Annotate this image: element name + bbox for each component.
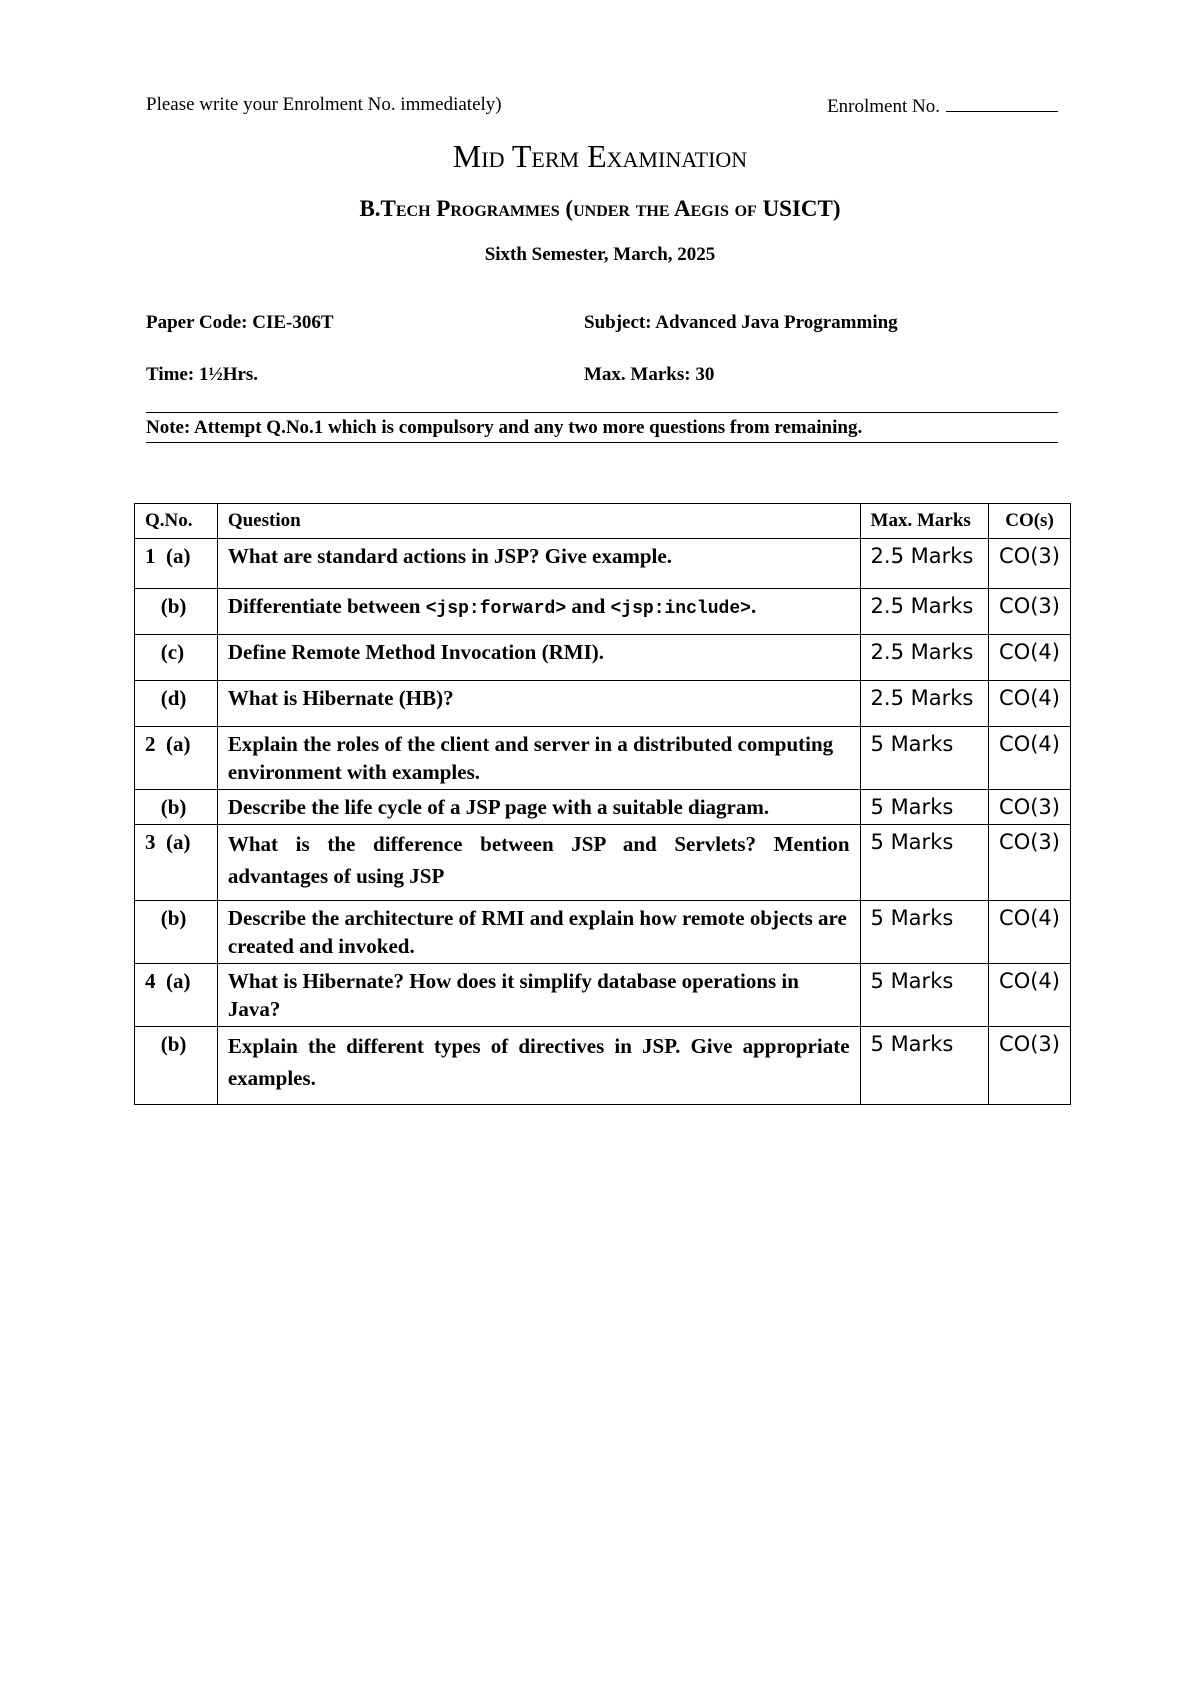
- table-row: [135, 681, 1071, 727]
- question-table: [134, 503, 1071, 1105]
- question-text: Explain the roles of the client and server in a distributed computing environment with examples.: [217, 727, 860, 790]
- header-qno: Q.No.: [135, 504, 218, 539]
- question-co: CO(3): [989, 790, 1071, 825]
- header-question: Question: [217, 504, 860, 539]
- question-marks: 2.5 Marks: [860, 539, 989, 589]
- table-header-row: [135, 504, 1071, 539]
- question-number: 2 (a): [135, 727, 218, 790]
- question-text: What is Hibernate? How does it simplify database operations in Java?: [217, 964, 860, 1027]
- question-co: CO(3): [989, 539, 1071, 589]
- question-co: CO(4): [989, 727, 1071, 790]
- divider-bottom: [146, 442, 1058, 443]
- question-number: (c): [135, 635, 218, 681]
- question-co: CO(4): [989, 901, 1071, 964]
- question-number: (b): [135, 901, 218, 964]
- exam-title: Mid Term Examination: [452, 138, 748, 174]
- question-number: 1 (a): [135, 539, 218, 589]
- header-cos: CO(s): [989, 504, 1071, 539]
- table-row: [135, 964, 1071, 1027]
- question-text: [217, 589, 860, 635]
- question-marks: 5 Marks: [860, 790, 989, 825]
- subject: Subject: Advanced Java Programming: [584, 312, 898, 333]
- table-row: [135, 1027, 1071, 1105]
- program-title: B.Tech Programmes (under the Aegis of USICT): [359, 196, 841, 221]
- question-text: Define Remote Method Invocation (RMI).: [217, 635, 860, 681]
- enrolment-label: Enrolment No.: [827, 96, 940, 117]
- question-number: (b): [135, 790, 218, 825]
- enrolment-field: [827, 94, 1058, 118]
- question-marks: 2.5 Marks: [860, 681, 989, 727]
- question-co: CO(4): [989, 681, 1071, 727]
- question-text-part: and: [566, 594, 611, 618]
- question-number: 4 (a): [135, 964, 218, 1027]
- question-marks: 2.5 Marks: [860, 589, 989, 635]
- question-marks: 5 Marks: [860, 1027, 989, 1105]
- jsp-include-code: <jsp:include>: [610, 599, 751, 619]
- enrolment-blank: [946, 94, 1058, 112]
- question-number: (d): [135, 681, 218, 727]
- semester-line: Sixth Semester, March, 2025: [484, 244, 716, 265]
- question-co: CO(4): [989, 964, 1071, 1027]
- divider-top: [146, 412, 1058, 413]
- question-number: (b): [135, 1027, 218, 1105]
- question-text: What are standard actions in JSP? Give example.: [217, 539, 860, 589]
- question-number: 3 (a): [135, 825, 218, 901]
- question-marks: 5 Marks: [860, 901, 989, 964]
- table-row: [135, 539, 1071, 589]
- question-number: (b): [135, 589, 218, 635]
- header-max-marks: Max. Marks: [860, 504, 989, 539]
- enrolment-instruction: Please write your Enrolment No. immediately): [146, 94, 502, 115]
- question-marks: 5 Marks: [860, 964, 989, 1027]
- question-text: Describe the life cycle of a JSP page with a suitable diagram.: [217, 790, 860, 825]
- question-co: CO(4): [989, 635, 1071, 681]
- question-marks: 5 Marks: [860, 825, 989, 901]
- table-row: [135, 825, 1071, 901]
- table-row: [135, 790, 1071, 825]
- question-co: CO(3): [989, 589, 1071, 635]
- question-text: What is Hibernate (HB)?: [217, 681, 860, 727]
- max-marks: Max. Marks: 30: [584, 364, 715, 385]
- table-row: [135, 727, 1071, 790]
- question-co: CO(3): [989, 1027, 1071, 1105]
- question-text-part: .: [750, 594, 757, 618]
- paper-code: Paper Code: CIE-306T: [146, 312, 334, 333]
- question-text: Explain the different types of directives in JSP. Give appropriate examples.: [217, 1027, 860, 1105]
- header-line: [146, 94, 1058, 118]
- time: Time: 1½Hrs.: [146, 364, 259, 385]
- note: Note: Attempt Q.No.1 which is compulsory and any two more questions from remaining.: [146, 417, 863, 438]
- question-marks: 5 Marks: [860, 727, 989, 790]
- question-text: What is the difference between JSP and Servlets? Mention advantages of using JSP: [217, 825, 860, 901]
- question-marks: 2.5 Marks: [860, 635, 989, 681]
- table-row: [135, 635, 1071, 681]
- question-text: Describe the architecture of RMI and explain how remote objects are created and invoked.: [217, 901, 860, 964]
- table-row: [135, 901, 1071, 964]
- question-text-part: Differentiate between: [227, 594, 426, 618]
- jsp-forward-code: <jsp:forward>: [425, 599, 567, 619]
- question-co: CO(3): [989, 825, 1071, 901]
- table-row: [135, 589, 1071, 635]
